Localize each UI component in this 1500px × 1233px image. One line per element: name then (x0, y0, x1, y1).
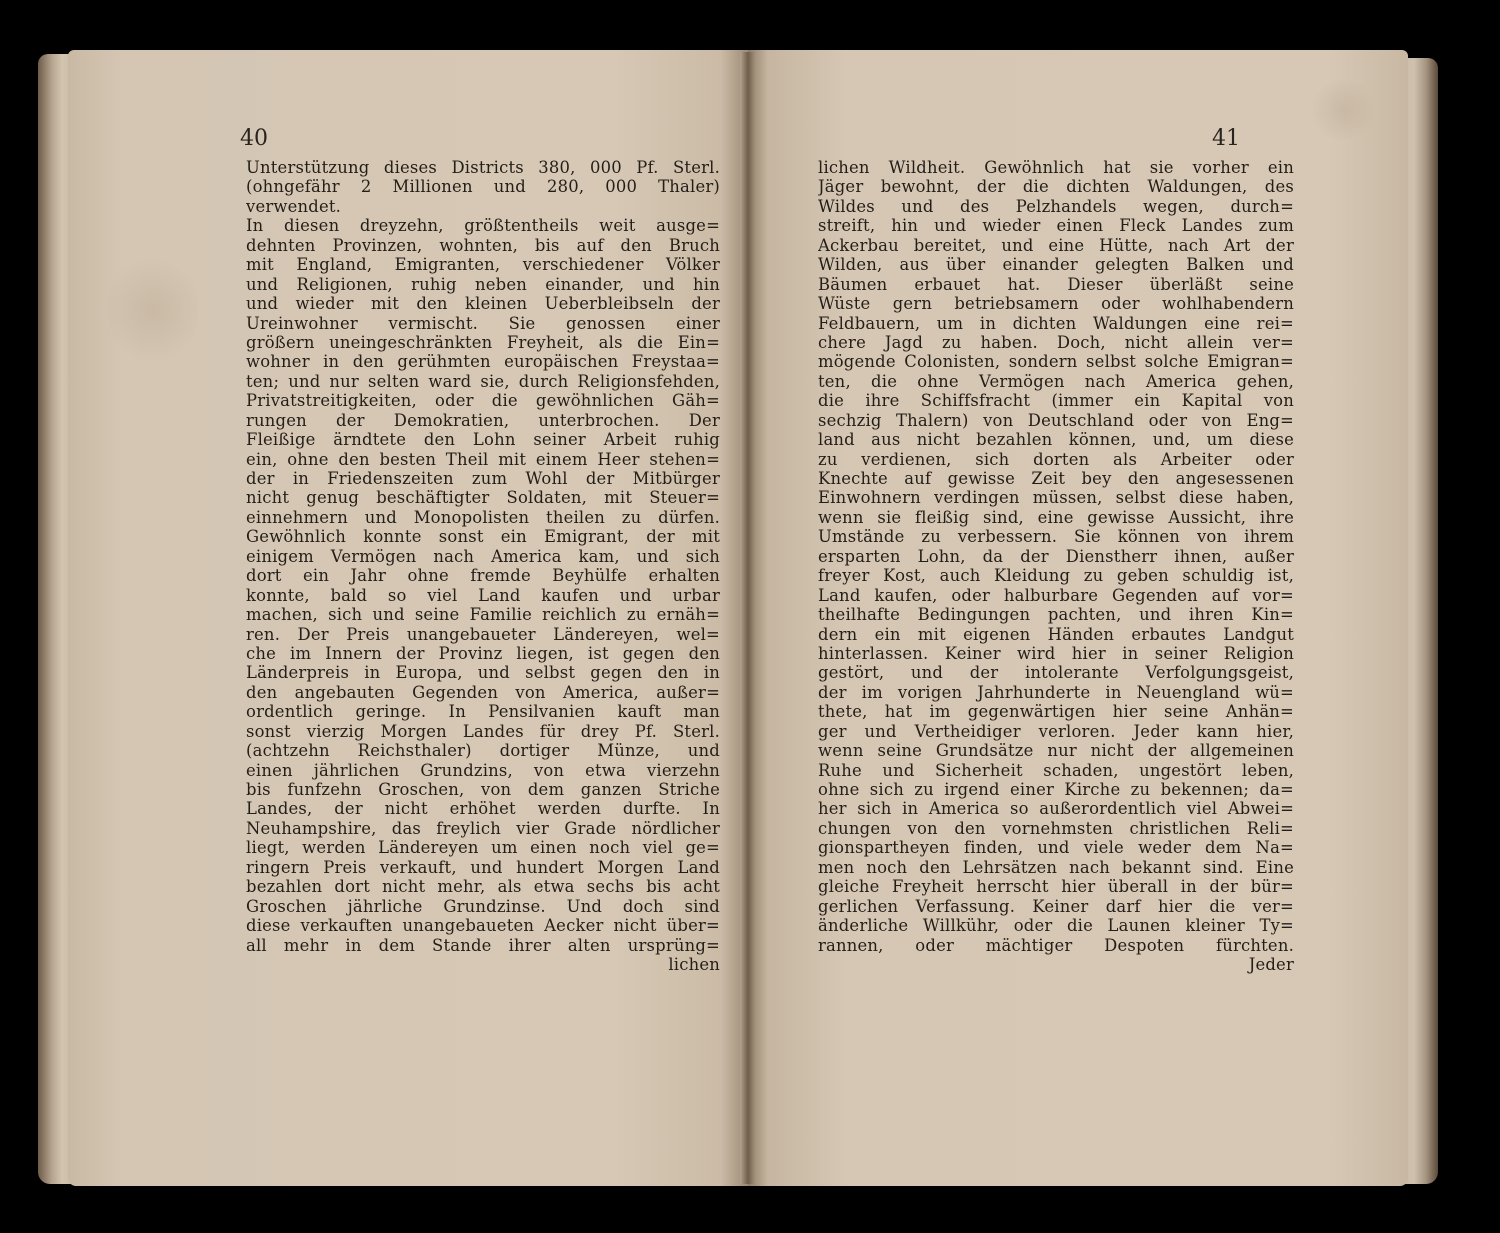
text-line: land aus nicht bezahlen können, und, um diese (818, 430, 1294, 450)
text-line: Gewöhnlich konnte sonst ein Emigrant, der mit (246, 527, 720, 547)
text-line: dehnten Provinzen, wohnten, bis auf den Bruch (246, 235, 720, 255)
page-number: 41 (1212, 126, 1240, 151)
text-line: gionspartheyen finden, und viele weder dem Na= (818, 838, 1294, 858)
text-line: der in Friedenszeiten zum Wohl der Mitbürger (246, 469, 720, 488)
text-line: liegt, werden Ländereyen um einen noch viel ge= (246, 838, 720, 858)
text-line: Wilden, aus über einander gelegten Balken und (818, 255, 1294, 275)
text-line: gerlichen Verfassung. Keiner darf hier die ver= (818, 896, 1294, 916)
text-line: Länderpreis in Europa, und selbst gegen den in (246, 663, 720, 683)
text-line: ohne sich zu irgend einer Kirche zu bekennen; da= (818, 780, 1294, 799)
text-line: und wieder mit den kleinen Ueberbleibseln der (246, 294, 720, 314)
text-line: gleiche Freyheit herrscht hier überall in der bür= (818, 877, 1294, 897)
text-line: Feldbauern, um in dichten Waldungen eine rei= (818, 313, 1294, 333)
text-line: thete, hat im gegenwärtigen hier seine Anhän= (818, 702, 1294, 722)
text-line: zu verdienen, sich dorten als Arbeiter oder (818, 449, 1294, 469)
text-line: einnehmern und Monopolisten theilen zu dürfen. (246, 507, 720, 527)
text-line: all mehr in dem Stande ihrer alten ursprüng= (246, 935, 720, 955)
catchword: lichen (668, 954, 720, 974)
text-line: Wildes und des Pelzhandels wegen, durch= (818, 196, 1294, 216)
open-book (38, 44, 1438, 1194)
text-line: ten, die ohne Vermögen nach America gehen, (818, 371, 1294, 391)
text-line: und Religionen, ruhig neben einander, und hin (246, 274, 720, 294)
book-gutter (740, 52, 756, 1184)
text-line: men noch den Lehrsätzen nach bekannt sind. Eine (818, 857, 1294, 877)
text-line: (achtzehn Reichsthaler) dortiger Münze, und (246, 741, 720, 761)
text-line: Knechte auf gewisse Zeit bey den angesessenen (818, 469, 1294, 488)
text-line: Wüste gern betriebsamern oder wohlhabendern (818, 294, 1294, 314)
text-line: streift, hin und wieder einen Fleck Landes zum (818, 216, 1294, 236)
text-line: dern ein mit eigenen Händen erbautes Landgut (818, 624, 1294, 644)
body-text (246, 158, 720, 974)
text-line: den angebauten Gegenden von America, außer= (246, 682, 720, 702)
text-line: diese verkauften unangebaueten Aecker nicht über= (246, 916, 720, 936)
text-line: chere Jagd zu haben. Doch, nicht allein ver= (818, 332, 1294, 352)
text-line: freyer Kost, auch Kleidung zu geben schuldig ist, (818, 566, 1294, 586)
text-line: machen, sich und seine Familie reichlich zu ernäh= (246, 605, 720, 625)
text-line: ren. Der Preis unangebaueter Ländereyen, wel= (246, 624, 720, 644)
text-line: bezahlen dort nicht mehr, als etwa sechs bis acht (246, 877, 720, 897)
text-line: die ihre Schiffsfracht (immer ein Kapital von (818, 391, 1294, 411)
text-line: rungen der Demokratien, unterbrochen. Der (246, 410, 720, 430)
text-line: sechzig Thalern) von Deutschland oder von Eng= (818, 410, 1294, 430)
text-line: verwendet. (246, 196, 342, 216)
text-line: (ohngefähr 2 Millionen und 280, 000 Thaler) (246, 177, 720, 197)
text-line: ordentlich geringe. In Pensilvanien kauft man (246, 702, 720, 722)
text-line: Bäumen erbauet hat. Dieser überläßt seine (818, 274, 1294, 294)
text-line: ersparten Lohn, da der Dienstherr ihnen, außer (818, 546, 1294, 566)
text-line: Groschen jährliche Grundzinse. Und doch sind (246, 896, 720, 916)
text-line: Ruhe und Sicherheit schaden, ungestört leben, (818, 760, 1294, 780)
text-line: sonst vierzig Morgen Landes für drey Pf. Sterl. (246, 721, 720, 741)
text-line: lichen Wildheit. Gewöhnlich hat sie vorher ein (818, 158, 1294, 177)
text-line: Neuhampshire, das freylich vier Grade nördlicher (246, 818, 720, 838)
page-number: 40 (240, 126, 268, 151)
text-line: dort ein Jahr ohne fremde Beyhülfe erhalten (246, 566, 720, 586)
body-text (818, 158, 1294, 974)
text-line: Land kaufen, oder halburbare Gegenden auf vor= (818, 585, 1294, 605)
text-line: Ureinwohner vermischt. Sie genossen einer (246, 313, 720, 333)
catchword: Jeder (1248, 954, 1294, 974)
text-line: ringern Preis verkauft, und hundert Morgen Land (246, 857, 720, 877)
text-line: ten; und nur selten ward sie, durch Religionsfehden, (246, 371, 720, 391)
text-line: wenn sie fleißig sind, eine gewisse Aussicht, ihre (818, 507, 1294, 527)
text-line: che im Innern der Provinz liegen, ist gegen den (246, 643, 720, 663)
text-line: wenn seine Grundsätze nur nicht der allgemeinen (818, 741, 1294, 761)
text-line: der im vorigen Jahrhunderte in Neuengland wü= (818, 682, 1294, 702)
text-line: Fleißige ärndtete den Lohn seiner Arbeit ruhig (246, 430, 720, 450)
text-line: Ackerbau bereitet, und eine Hütte, nach Art der (818, 235, 1294, 255)
text-line: her sich in America so außerordentlich viel Abwei= (818, 799, 1294, 819)
paper-stain (108, 250, 198, 370)
text-line: Landes, der nicht erhöhet werden durfte. In (246, 799, 720, 819)
text-line: konnte, bald so viel Land kaufen und urbar (246, 585, 720, 605)
text-line: mit England, Emigranten, verschiedener Völker (246, 255, 720, 275)
text-line: hinterlassen. Keiner wird hier in seiner Religion (818, 643, 1294, 663)
right-page (748, 50, 1408, 1186)
text-line: chungen von den vornehmsten christlichen Reli= (818, 818, 1294, 838)
text-line: rannen, oder mächtiger Despoten fürchten. (818, 935, 1294, 955)
text-line: ein, ohne den besten Theil mit einem Heer stehen= (246, 449, 720, 469)
text-line: In diesen dreyzehn, größtentheils weit ausge= (246, 216, 720, 236)
text-line: Jäger bewohnt, der die dichten Waldungen, des (818, 177, 1294, 197)
text-line: größern uneingeschränkten Freyheit, als die Ein= (246, 332, 720, 352)
text-line: nicht genug beschäftigter Soldaten, mit Steuer= (246, 488, 720, 508)
left-page (68, 50, 748, 1186)
text-line: Einwohnern verdingen müssen, selbst diese haben, (818, 488, 1294, 508)
text-line: bis funfzehn Groschen, von dem ganzen Striche (246, 780, 720, 799)
text-line: Umstände zu verbessern. Sie können von ihrem (818, 527, 1294, 547)
text-line: gestört, und der intolerante Verfolgungsgeist, (818, 663, 1294, 683)
text-line: einen jährlichen Grundzins, von etwa vierzehn (246, 760, 720, 780)
paper-stain (1308, 80, 1378, 140)
text-line: mögende Colonisten, sondern selbst solche Emigran= (818, 352, 1294, 372)
text-line: Unterstützung dieses Districts 380, 000 Pf. Sterl. (246, 158, 720, 177)
text-line: theilhafte Bedingungen pachten, und ihren Kin= (818, 605, 1294, 625)
text-line: änderliche Willkühr, oder die Launen kleiner Ty= (818, 916, 1294, 936)
text-line: ger und Vertheidiger verloren. Jeder kann hier, (818, 721, 1294, 741)
text-line: Privatstreitigkeiten, oder die gewöhnlichen Gäh= (246, 391, 720, 411)
text-line: wohner in den gerühmten europäischen Freystaa= (246, 352, 720, 372)
text-line: einigem Vermögen nach America kam, und sich (246, 546, 720, 566)
